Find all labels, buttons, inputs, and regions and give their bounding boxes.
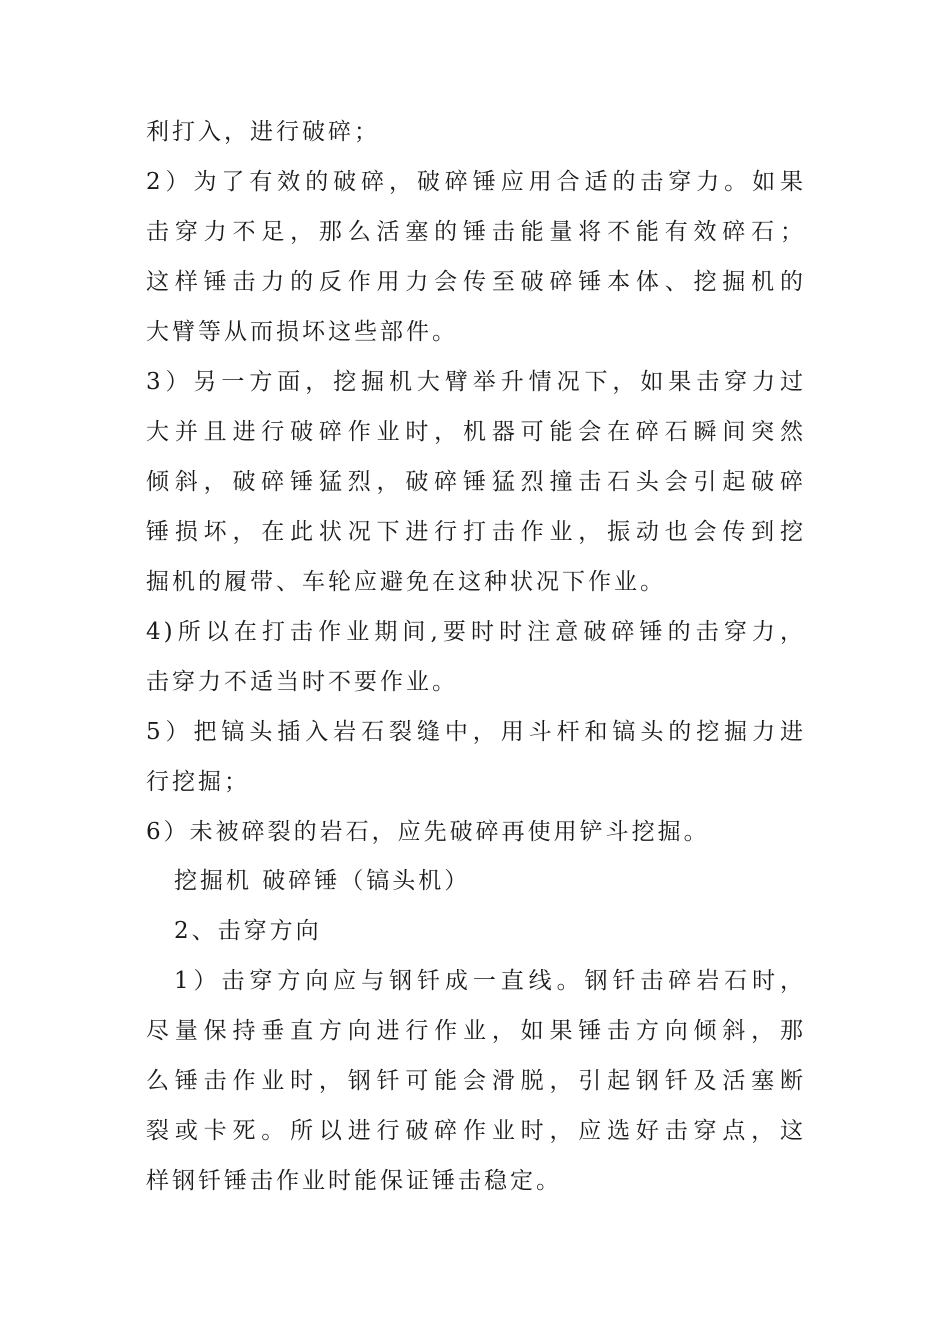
text-line: 行挖掘； bbox=[146, 769, 250, 795]
text-line: 倾斜，破碎锤猛烈，破碎锤猛烈撞击石头会引起破碎 bbox=[146, 469, 806, 495]
text-line: 这样锤击力的反作用力会传至破碎锤本体、挖掘机的 bbox=[146, 269, 806, 295]
text-line: 大臂等从而损坏这些部件。 bbox=[146, 319, 458, 345]
text-line: 锤损坏，在此状况下进行打击作业，振动也会传到挖 bbox=[146, 519, 806, 545]
text-line: 么锤击作业时，钢钎可能会滑脱，引起钢钎及活塞断 bbox=[146, 1068, 806, 1094]
text-line: 大并且进行破碎作业时，机器可能会在碎石瞬间突然 bbox=[146, 419, 806, 445]
text-line: 1）击穿方向应与钢钎成一直线。钢钎击碎岩石时， bbox=[174, 968, 806, 994]
text-line: 5）把镐头插入岩石裂缝中，用斗杆和镐头的挖掘力进 bbox=[146, 719, 806, 745]
text-line: 击穿力不足，那么活塞的锤击能量将不能有效碎石； bbox=[146, 219, 806, 245]
text-line: 4)所以在打击作业期间,要时时注意破碎锤的击穿力， bbox=[146, 619, 806, 645]
text-line: 裂或卡死。所以进行破碎作业时，应选好击穿点，这 bbox=[146, 1118, 806, 1144]
text-line: 样钢钎锤击作业时能保证锤击稳定。 bbox=[146, 1168, 562, 1194]
text-line: 利打入，进行破碎； bbox=[146, 119, 380, 145]
text-line: 尽量保持垂直方向进行作业，如果锤击方向倾斜，那 bbox=[146, 1018, 806, 1044]
text-line: 6）未被碎裂的岩石，应先破碎再使用铲斗挖掘。 bbox=[146, 819, 710, 845]
text-line: 3）另一方面，挖掘机大臂举升情况下，如果击穿力过 bbox=[146, 369, 806, 395]
text-line: 击穿力不适当时不要作业。 bbox=[146, 669, 458, 695]
section-heading: 挖掘机 破碎锤（镐头机） bbox=[174, 868, 471, 894]
text-line: 2）为了有效的破碎，破碎锤应用合适的击穿力。如果 bbox=[146, 169, 806, 195]
section-heading: 2、击穿方向 bbox=[174, 918, 322, 944]
text-line: 掘机的履带、车轮应避免在这种状况下作业。 bbox=[146, 569, 666, 595]
